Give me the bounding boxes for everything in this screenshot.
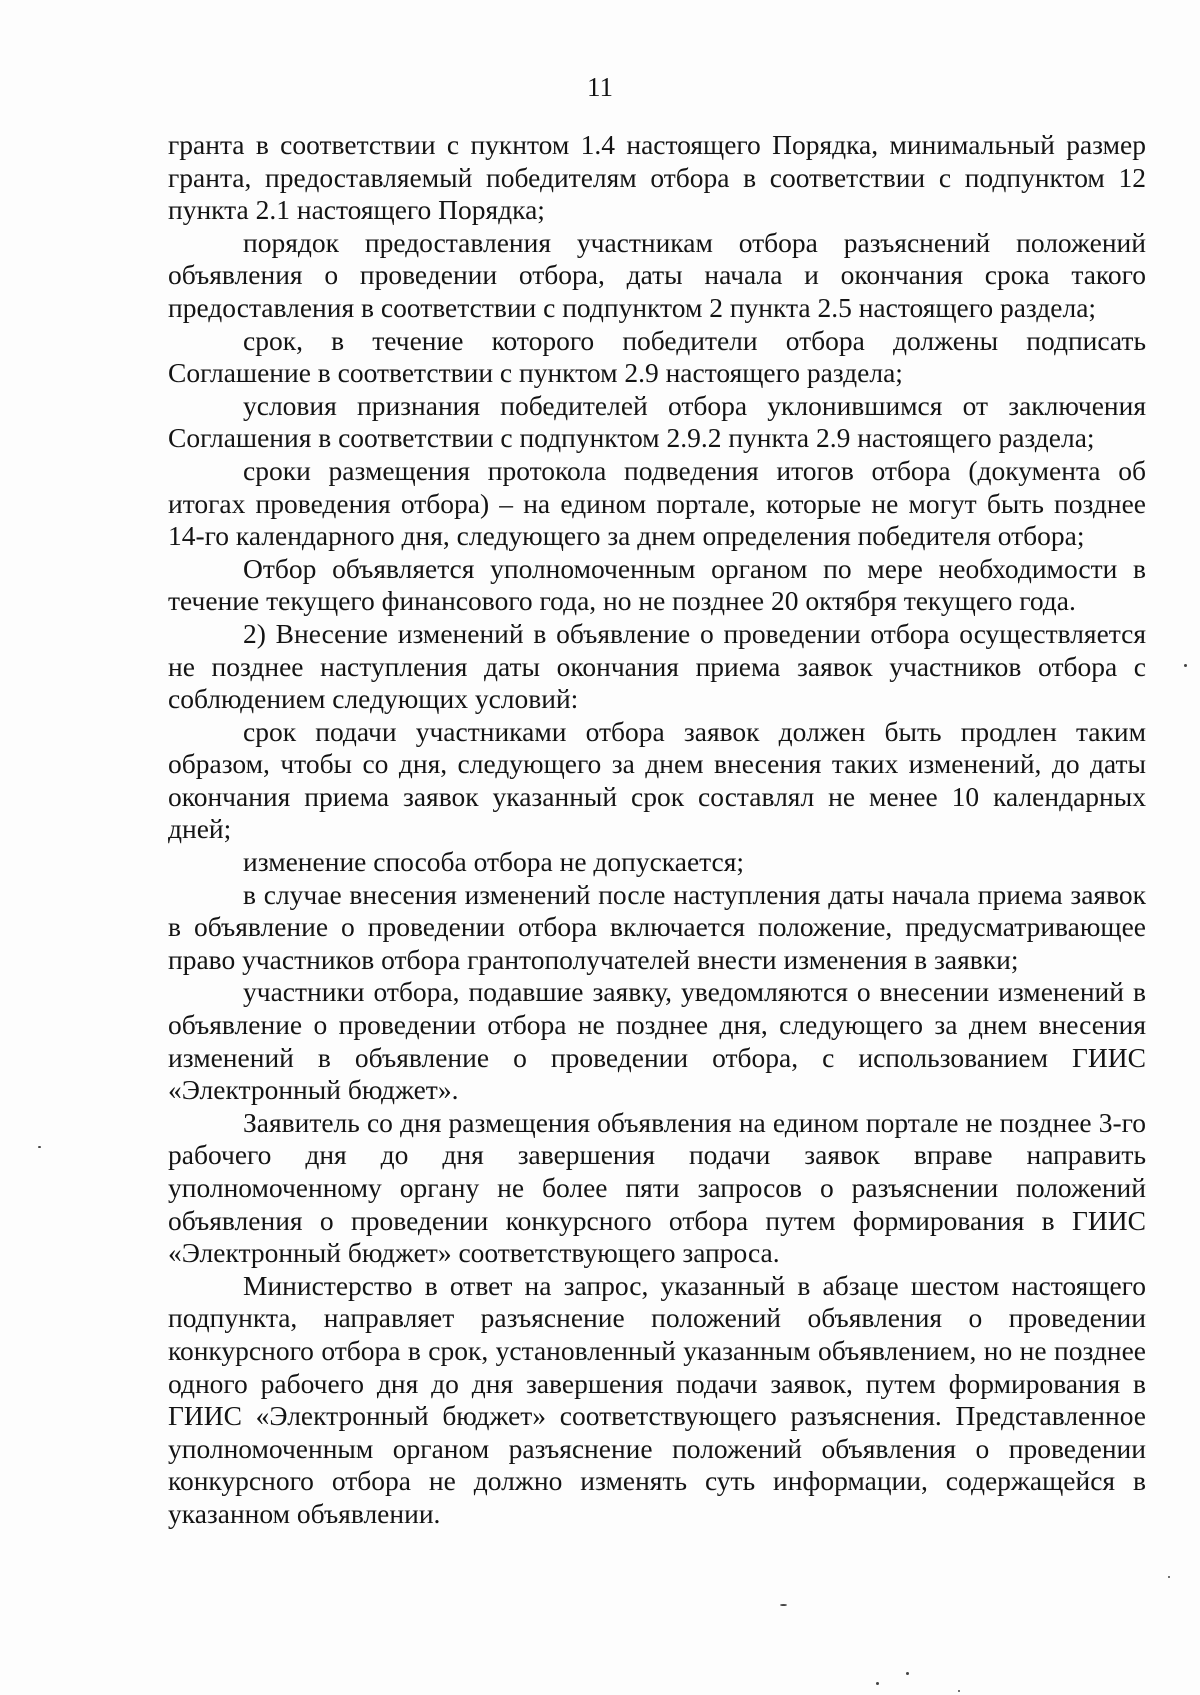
paragraph-evasion-conditions: условия признания победителей отбора уклонившимся от заключения Соглашения в соответствии с подпунктом 2.9.2 пункта 2.9 настоящего раздела; <box>168 389 1146 454</box>
document-body <box>168 129 1146 1531</box>
paragraph-changes-after-start: в случае внесения изменений после наступления даты начала приема заявок в объявление о проведении отбора включается положение, предусматривающее право участников отбора грантополучателей внести изменения в заявки; <box>168 878 1146 975</box>
paragraph-selection-announcement: Отбор объявляется уполномоченным органом по мере необходимости в течение текущего финансового года, но не позднее 20 октября текущего года. <box>168 552 1146 617</box>
page-number: 11 <box>587 72 613 102</box>
paragraph-notification: участники отбора, подавшие заявку, уведомляются о внесении изменений в объявление о проведении отбора не позднее дня, следующего за днем внесения изменений в объявление о проведении отбора, с использованием ГИИС «Электронный бюджет». <box>168 976 1146 1106</box>
paragraph-method-change: изменение способа отбора не допускается; <box>243 846 745 878</box>
paragraph-applicant-requests: Заявитель со дня размещения объявления на едином портале не позднее 3-го рабочего дня до дня завершения подачи заявок вправе направить уполномоченному органу не более пяти запросов о разъяснении положений объявления о проведении конкурсного отбора путем формирования в ГИИС «Электронный бюджет» соответствующего запроса. <box>168 1106 1146 1269</box>
paragraph-protocol-deadline: сроки размещения протокола подведения итогов отбора (документа об итогах проведения отбора) – на едином портале, которые не могут быть позднее 14-го календарного дня, следующего за днем определения победителя отбора; <box>168 454 1146 552</box>
paragraph-ministry-response: Министерство в ответ на запрос, указанный в абзаце шестом настоящего подпункта, направляет разъяснение положений объявления о проведении конкурсного отбора в срок, установленный указанным объявлением, но не позднее одного рабочего дня до дня завершения подачи заявок, путем формирования в ГИИС «Электронный бюджет» соответствующего разъяснения. Представленное уполномоченным органом разъяснение положений объявления о проведении конкурсного отбора не должно изменять суть информации, содержащейся в указанном объявлении. <box>168 1269 1146 1529</box>
scan-speck <box>1168 1576 1170 1578</box>
scan-speck <box>906 1672 909 1675</box>
paragraph-signing-deadline: срок, в течение которого победители отбора должены подписать Соглашение в соответствии с пунктом 2.9 настоящего раздела; <box>168 324 1146 389</box>
scan-speck <box>876 1682 879 1685</box>
scan-speck <box>1184 664 1187 667</box>
paragraph-extension: срок подачи участниками отбора заявок должен быть продлен таким образом, чтобы со дня, следующего за днем внесения таких изменений, до даты окончания приема заявок указанный срок составлял не менее 10 календарных дней; <box>168 715 1146 845</box>
scan-speck <box>958 1690 960 1692</box>
scan-speck <box>780 1604 787 1606</box>
paragraph-clarification-procedure: порядок предоставления участникам отбора разъяснений положений объявления о проведении отбора, даты начала и окончания срока такого предоставления в соответствии с подпунктом 2 пункта 2.5 настоящего раздела; <box>168 226 1146 323</box>
paragraph-grant-size: гранта в соответствии с пукнтом 1.4 настоящего Порядка, минимальный размер гранта, предоставляемый победителям отбора в соответствии с подпунктом 12 пункта 2.1 настоящего Порядка; <box>168 129 1146 226</box>
paragraph-amendments: 2) Внесение изменений в объявление о проведении отбора осуществляется не позднее наступления даты окончания приема заявок участников отбора с соблюдением следующих условий: <box>168 617 1146 715</box>
scan-speck <box>38 1146 41 1148</box>
